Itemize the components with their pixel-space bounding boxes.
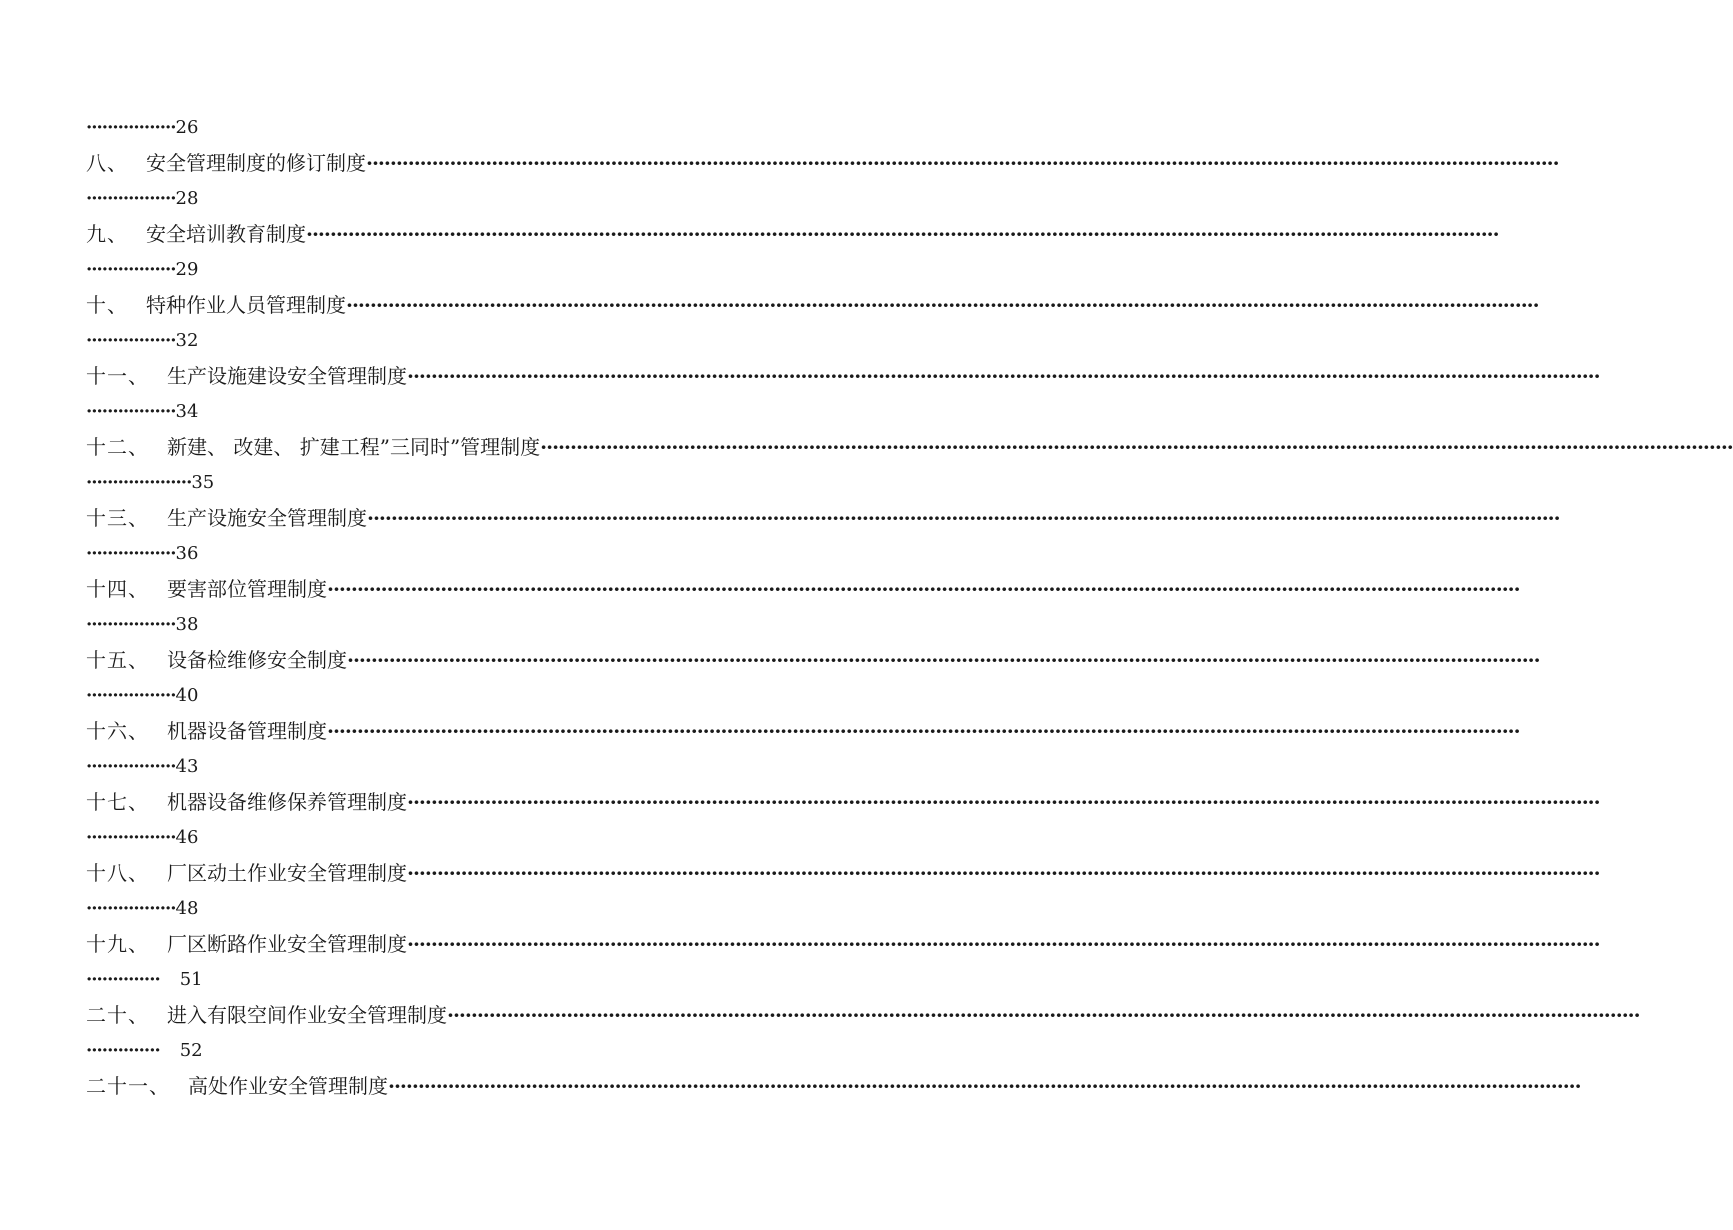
toc-entry-number: 十五、 [86,647,149,672]
toc-entry-title: 生产设施建设安全管理制度 [167,363,407,388]
dot-leader: ················· [86,401,176,422]
dot-leader: ········································································································································································································ [366,150,1559,175]
toc-page-line [86,252,866,288]
table-of-contents [86,110,1733,1104]
toc-entry[interactable] [86,288,1539,324]
toc-page-line [86,323,866,359]
dot-leader: ········································································································································································································ [327,576,1520,601]
dot-leader: ················· [86,614,176,635]
toc-entry-number: 十八、 [86,860,149,885]
toc-entry[interactable] [86,998,1640,1034]
toc-entry[interactable] [86,1069,1581,1105]
toc-entry-title: 新建、 改建、 扩建工程”三同时”管理制度 [167,434,541,459]
toc-page-number: 48 [175,898,199,919]
toc-entry-number: 十一、 [86,363,149,388]
dot-leader: ········································································································································································································ [346,292,1539,317]
toc-entry-title: 安全管理制度的修订制度 [146,150,366,175]
dot-leader: ·············· [86,969,160,990]
dot-leader: ················· [86,685,176,706]
dot-leader: ········································································································································································································ [540,434,1733,459]
toc-page-line [86,536,866,572]
toc-page-number: 29 [175,259,199,280]
toc-entry-number: 十三、 [86,505,149,530]
toc-entry-number: 十、 [86,292,128,317]
toc-entry[interactable] [86,217,1499,253]
dot-leader: ················· [86,756,176,777]
toc-page-line [86,465,866,501]
toc-entry[interactable] [86,643,1540,679]
toc-page-number: 40 [175,685,199,706]
dot-leader: ················· [86,330,176,351]
toc-page-number: 36 [175,543,199,564]
toc-entry-number: 九、 [86,221,128,246]
toc-page-number: 52 [179,1040,203,1061]
toc-entry-number: 二十、 [86,1002,149,1027]
dot-leader: ················· [86,827,176,848]
dot-leader: ···················· [86,472,192,493]
toc-page-number: 28 [175,188,199,209]
toc-page-number: 35 [191,472,215,493]
toc-entry-title: 高处作业安全管理制度 [188,1073,388,1098]
toc-page-line [86,749,866,785]
toc-entry[interactable] [86,785,1600,821]
toc-entry[interactable] [86,572,1520,608]
dot-leader: ········································································································································································································ [407,789,1600,814]
toc-page-number: 26 [175,117,199,138]
toc-entry[interactable] [86,501,1560,537]
dot-leader: ················· [86,117,176,138]
dot-leader: ········································································································································································································ [407,860,1600,885]
toc-entry[interactable] [86,146,1559,182]
toc-entry-title: 特种作业人员管理制度 [146,292,346,317]
toc-page-number: 38 [175,614,199,635]
dot-leader: ········································································································································································································ [306,221,1499,246]
toc-entry-number: 十四、 [86,576,149,601]
toc-entry-title: 生产设施安全管理制度 [167,505,367,530]
toc-page-line [86,394,866,430]
dot-leader: ········································································································································································································ [347,647,1540,672]
toc-entry-number: 十七、 [86,789,149,814]
dot-leader: ················· [86,543,176,564]
dot-leader: ········································································································································································································ [447,1002,1640,1027]
toc-page-line [86,962,866,998]
toc-entry[interactable] [86,714,1520,750]
toc-page-number: 34 [175,401,199,422]
dot-leader: ·············· [86,1040,160,1061]
toc-page-number: 51 [179,969,203,990]
dot-leader: ················· [86,259,176,280]
dot-leader: ················· [86,188,176,209]
toc-entry[interactable] [86,359,1600,395]
toc-entry-number: 八、 [86,150,128,175]
toc-page-line [86,607,866,643]
dot-leader: ········································································································································································································ [367,505,1560,530]
toc-entry-number: 二十一、 [86,1073,170,1098]
toc-entry-number: 十九、 [86,931,149,956]
toc-page-number: 32 [175,330,199,351]
toc-entry-title: 安全培训教育制度 [146,221,306,246]
toc-page-line [86,181,866,217]
toc-page-line [86,891,866,927]
toc-entry-title: 设备检维修安全制度 [167,647,347,672]
toc-entry-title: 机器设备维修保养管理制度 [167,789,407,814]
dot-leader: ········································································································································································································ [407,931,1600,956]
toc-page-line [86,678,866,714]
dot-leader: ················· [86,898,176,919]
toc-page-line [86,820,866,856]
toc-entry-title: 机器设备管理制度 [167,718,327,743]
toc-entry-title: 要害部位管理制度 [167,576,327,601]
toc-page-line [86,110,866,146]
toc-page-number: 46 [175,827,199,848]
toc-entry-number: 十二、 [86,434,149,459]
toc-entry-title: 厂区动土作业安全管理制度 [167,860,407,885]
toc-page-number: 43 [175,756,199,777]
toc-page-line [86,1033,866,1069]
toc-entry[interactable] [86,430,1733,466]
toc-entry[interactable] [86,927,1600,963]
toc-entry-title: 厂区断路作业安全管理制度 [167,931,407,956]
dot-leader: ········································································································································································································ [407,363,1600,388]
dot-leader: ········································································································································································································ [327,718,1520,743]
toc-entry[interactable] [86,856,1600,892]
dot-leader: ········································································································································································································ [388,1073,1581,1098]
toc-entry-number: 十六、 [86,718,149,743]
toc-entry-title: 进入有限空间作业安全管理制度 [167,1002,447,1027]
